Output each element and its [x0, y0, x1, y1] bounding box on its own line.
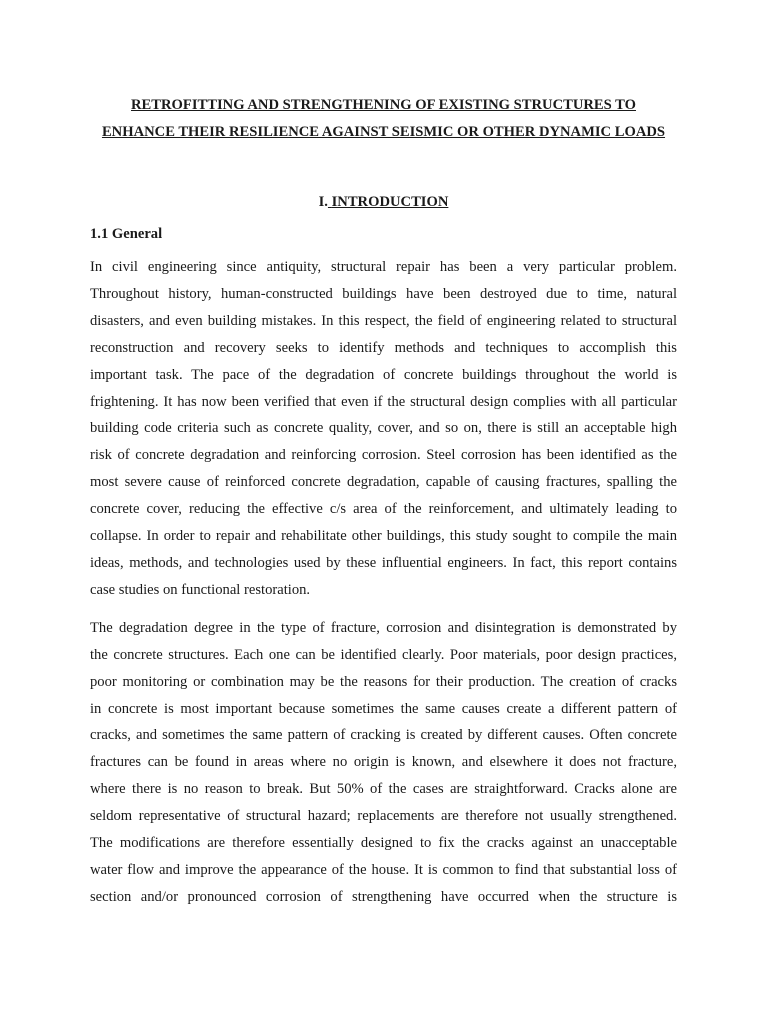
- paragraph-line: concrete cover, reducing the effective c/s area of the reinforcement, and ultimately leading to: [90, 501, 677, 518]
- paragraph-line: In civil engineering since antiquity, structural repair has been a very particular problem.: [90, 259, 677, 275]
- paragraph-line: case studies on functional restoration.: [90, 581, 311, 598]
- paragraph-1: [90, 254, 677, 604]
- paragraph-line: poor monitoring or combination may be the reasons for their production. The creation of cracks: [90, 673, 677, 690]
- document-page: [90, 0, 677, 1024]
- paragraph-line: cracks, and sometimes the same pattern of cracking is created by different causes. Often concrete: [90, 727, 677, 744]
- paragraph-line: in concrete is most important because sometimes the same causes create a different pattern of: [90, 700, 677, 717]
- paragraph-line: The degradation degree in the type of fracture, corrosion and disintegration is demonstrated by: [90, 619, 677, 636]
- section-title-text: INTRODUCTION: [331, 194, 449, 210]
- paragraph-line: building code criteria such as concrete quality, cover, and so on, there is still an acceptable high: [90, 420, 677, 437]
- paragraph-line: the concrete structures. Each one can be identified clearly. Poor materials, poor design practices,: [90, 646, 677, 663]
- paragraph-line: water flow and improve the appearance of the house. It is common to find that substantial loss of: [90, 861, 677, 878]
- paragraph-line: The modifications are therefore essentially designed to fix the cracks against an unacceptable: [90, 835, 677, 852]
- paragraph-line: frightening. It has now been verified that even if the structural design complies with all particular: [90, 393, 677, 410]
- section-number: I.: [318, 194, 328, 210]
- paragraph-line: ideas, methods, and technologies used by these influential engineers. In fact, this report contains: [90, 554, 677, 571]
- paragraph-line: where there is no reason to break. But 50% of the cases are straightforward. Cracks alone are: [90, 781, 677, 798]
- paragraph-line: Throughout history, human-constructed buildings have been destroyed due to time, natural: [90, 285, 677, 302]
- document-title: [90, 92, 677, 146]
- paragraph-line: section and/or pronounced corrosion of strengthening have occurred when the structure is: [90, 888, 677, 905]
- subsection-heading: 1.1 General: [90, 226, 163, 242]
- section-heading: [90, 192, 677, 212]
- paragraph-line: seldom representative of structural hazard; replacements are therefore not usually strengthened.: [90, 808, 677, 825]
- section-title: [328, 194, 448, 210]
- paragraph-line: collapse. In order to repair and rehabilitate other buildings, this study sought to compile the main: [90, 528, 677, 545]
- paragraph-line: disasters, and even building mistakes. In this respect, the field of engineering related to structural: [90, 312, 677, 329]
- paragraph-line: most severe cause of reinforced concrete degradation, capable of causing fractures, spalling the: [90, 474, 677, 491]
- paragraph-line: fractures can be found in areas where no origin is known, and elsewhere it does not fracture,: [90, 754, 677, 771]
- document-title-line-1: RETROFITTING AND STRENGTHENING OF EXISTING STRUCTURES TO: [131, 97, 636, 113]
- paragraph-line: risk of concrete degradation and reinforcing corrosion. Steel corrosion has been identified as the: [90, 447, 677, 464]
- paragraph-2: [90, 615, 677, 911]
- paragraph-line: important task. The pace of the degradation of concrete buildings throughout the world is: [90, 366, 677, 383]
- document-title-line-2: ENHANCE THEIR RESILIENCE AGAINST SEISMIC OR OTHER DYNAMIC LOADS: [101, 124, 666, 140]
- paragraph-line: reconstruction and recovery seeks to identify methods and techniques to accomplish this: [90, 339, 677, 356]
